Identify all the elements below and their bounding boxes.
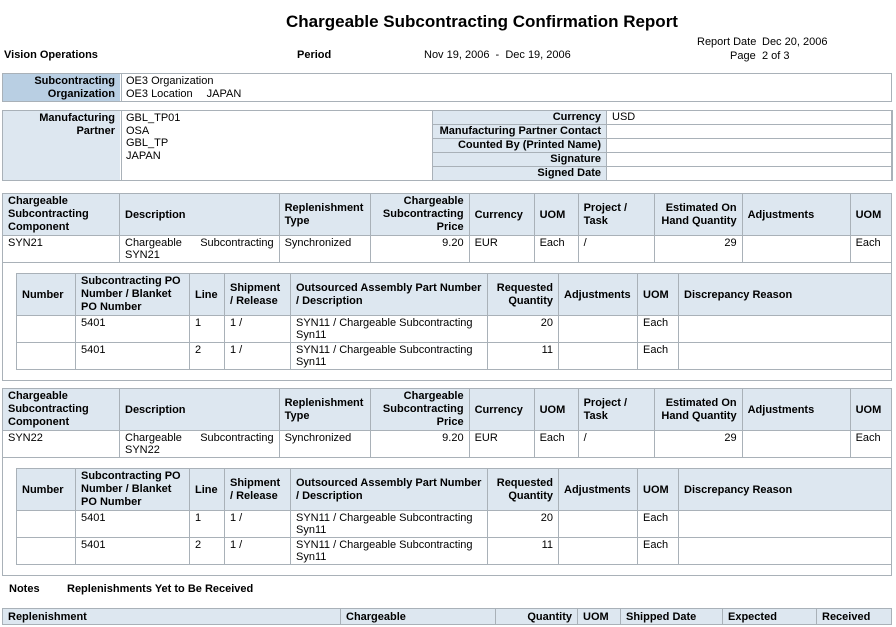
subcontracting-org-label: Subcontracting Organization (3, 74, 120, 101)
signature-label: Signature (433, 153, 607, 167)
period-label: Period (297, 49, 332, 61)
component-block (2, 388, 892, 576)
table-row: SYN22 Chargeable Subcontracting SYN22 Synchronized 9.20 EUR Each / 29 Each (3, 431, 892, 458)
col-component: Chargeable Subcontracting Component (3, 194, 120, 236)
po-table: Number Subcontracting PO Number / Blanket PO Number Line Shipment / Release Outsourced Assembly Part Number / Description Requested Quantity Adjustments UOM Discrepancy Reason 5401 1 1 / SYN11 / Chargeable Subcontracting Syn11 20 Each 5401 2 1 / SYN11 / Chargeable Subcontracting Syn11 11 Each (16, 468, 892, 565)
col-replenishment-type: Replenishment Type (279, 194, 370, 236)
replenishment-table (2, 608, 892, 625)
page-label: Page (730, 50, 756, 62)
col-uom: UOM (534, 194, 578, 236)
col-estimated: Estimated On Hand Quantity (654, 194, 742, 236)
col-uom: UOM (578, 609, 621, 625)
report-date-label: Report Date (697, 36, 757, 48)
currency-value: USD (607, 111, 893, 125)
partner-details-table (432, 110, 893, 181)
po-panel (2, 263, 892, 381)
page-value: 2 of 3 (762, 50, 790, 62)
table-row: 5401 1 1 / SYN11 / Chargeable Subcontracting Syn11 20 Each (17, 316, 892, 343)
col-price: Chargeable Subcontracting Price (370, 194, 469, 236)
col-chargeable: Chargeable (341, 609, 496, 625)
col-project-task: Project / Task (578, 194, 654, 236)
component-block (2, 193, 892, 381)
table-row: 5401 2 1 / SYN11 / Chargeable Subcontracting Syn11 11 Each (17, 538, 892, 565)
notes-text: Replenishments Yet to Be Received (67, 583, 254, 595)
signature-value (607, 153, 893, 167)
col-uom2: UOM (850, 194, 891, 236)
subcontracting-org-value: OE3 Organization OE3 Location JAPAN (126, 75, 242, 100)
contact-label: Manufacturing Partner Contact (433, 125, 607, 139)
currency-label: Currency (433, 111, 607, 125)
report-date-value: Dec 20, 2006 (762, 36, 828, 48)
col-expected: Expected (723, 609, 817, 625)
report-title: Chargeable Subcontracting Confirmation Report (286, 12, 678, 31)
col-received: Received (817, 609, 892, 625)
table-row: 5401 2 1 / SYN11 / Chargeable Subcontracting Syn11 11 Each (17, 343, 892, 370)
organization-name: Vision Operations (4, 49, 98, 61)
col-replenishment: Replenishment (3, 609, 341, 625)
manufacturing-partner-panel (2, 110, 892, 181)
manufacturing-partner-label: Manufacturing Partner (3, 111, 120, 180)
component-table: Chargeable Subcontracting Component Description Replenishment Type Chargeable Subcontracting Price Currency UOM Project / Task Estimated On Hand Quantity Adjustments UOM SYN22 Chargeable Subcontracting SYN22 Synchronized 9.20 EUR Each / 29 Each (2, 388, 892, 458)
po-table: Number Subcontracting PO Number / Blanket PO Number Line Shipment / Release Outsourced Assembly Part Number / Description Requested Quantity Adjustments UOM Discrepancy Reason 5401 1 1 / SYN11 / Chargeable Subcontracting Syn11 20 Each 5401 2 1 / SYN11 / Chargeable Subcontracting Syn11 11 Each (16, 273, 892, 370)
component-table (2, 193, 892, 263)
subcontracting-org-panel (2, 73, 892, 102)
signed-date-value (607, 167, 893, 181)
col-description: Description (120, 194, 280, 236)
notes-label: Notes (9, 583, 40, 595)
col-currency: Currency (469, 194, 534, 236)
col-adjustments: Adjustments (742, 194, 850, 236)
table-row: 5401 1 1 / SYN11 / Chargeable Subcontracting Syn11 20 Each (17, 511, 892, 538)
col-shipped-date: Shipped Date (621, 609, 723, 625)
counted-by-label: Counted By (Printed Name) (433, 139, 607, 153)
table-row: SYN21 Chargeable Subcontracting SYN21 Synchronized 9.20 EUR Each / 29 Each (3, 236, 892, 263)
signed-date-label: Signed Date (433, 167, 607, 181)
po-panel (2, 458, 892, 576)
contact-value (607, 125, 893, 139)
manufacturing-partner-address: GBL_TP01 OSA GBL_TP JAPAN (126, 112, 181, 162)
period-value: Nov 19, 2006 - Dec 19, 2006 (424, 49, 571, 61)
col-quantity: Quantity (496, 609, 578, 625)
counted-by-value (607, 139, 893, 153)
